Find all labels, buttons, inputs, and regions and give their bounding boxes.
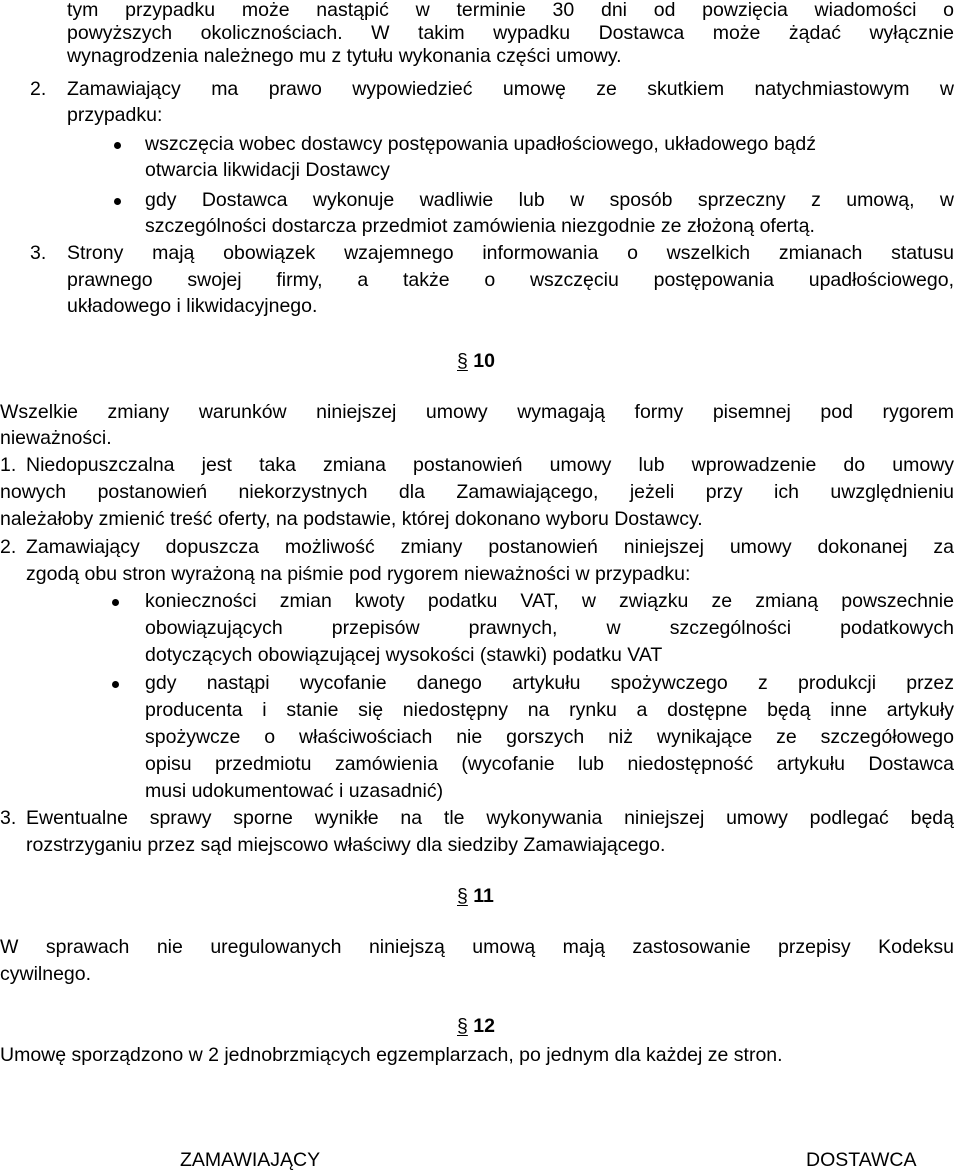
s9-p3-line-1: Strony mają obowiązek wzajemnego informowania o wszelkich zmianach statusu — [67, 242, 954, 264]
s11-line-2: cywilnego. — [0, 963, 92, 985]
s9-p2-b1-line-1: wszczęcia wobec dostawcy postępowania upadłościowego, układowego bądź — [145, 133, 816, 155]
section-10-heading — [457, 349, 495, 373]
section-number: 10 — [473, 350, 495, 372]
s10-p2-b2-line-4: opisu przedmiotu zamówienia (wycofanie lub niedostępność artykułu Dostawca — [145, 753, 954, 775]
section-number: 11 — [473, 885, 494, 907]
s10-p2-b1-line-2: obowiązujących przepisów prawnych, w szczególności podatkowych — [145, 617, 954, 639]
s9-p2-line-1: Zamawiający ma prawo wypowiedzieć umowę ze skutkiem natychmiastowym w — [67, 78, 954, 100]
s9-line-2: powyższych okolicznościach. W takim wypadku Dostawca może żądać wyłącznie — [67, 22, 954, 44]
s9-line-3: wynagrodzenia należnego mu z tytułu wykonania części umowy. — [67, 45, 622, 67]
s10-intro-line-2: nieważności. — [0, 427, 112, 449]
bullet-icon — [112, 681, 119, 688]
bullet-icon — [114, 198, 121, 205]
s10-p2-b1-line-3: dotyczących obowiązującej wysokości (stawki) podatku VAT — [145, 644, 663, 666]
s10-p1-number: 1. — [0, 454, 17, 476]
s11-line-1: W sprawach nie uregulowanych niniejszą umową mają zastosowanie przepisy Kodeksu — [0, 936, 954, 958]
s10-p3-number: 3. — [0, 807, 17, 829]
s10-p1-line-1: Niedopuszczalna jest taka zmiana postanowień umowy lub wprowadzenie do umowy — [26, 454, 954, 476]
section-12-heading — [457, 1014, 495, 1038]
s9-p3-line-3: układowego i likwidacyjnego. — [67, 295, 318, 317]
s10-p2-line-2: zgodą obu stron wyrażoną na piśmie pod rygorem nieważności w przypadku: — [26, 563, 691, 585]
s9-p3-number: 3. — [30, 242, 47, 264]
section-symbol: § — [457, 350, 468, 372]
s9-p2-b2-line-2: szczególności dostarcza przedmiot zamówienia niezgodnie ze złożoną ofertą. — [145, 215, 815, 237]
s10-p1-line-2: nowych postanowień niekorzystnych dla Zamawiającego, jeżeli przy ich uwzględnieniu — [0, 481, 954, 503]
s10-p2-b2-line-1: gdy nastąpi wycofanie danego artykułu spożywczego z produkcji przez — [145, 672, 954, 694]
s10-p3-line-1: Ewentualne sprawy sporne wynikłe na tle wykonywania niniejszej umowy podlegać będą — [26, 807, 954, 829]
s12-line-1: Umowę sporządzono w 2 jednobrzmiących egzemplarzach, po jednym dla każdej ze stron. — [0, 1044, 783, 1066]
s9-p2-b2-line-1: gdy Dostawca wykonuje wadliwie lub w sposób sprzeczny z umową, w — [145, 189, 954, 211]
s9-p3-line-2: prawnego swojej firmy, a także o wszczęciu postępowania upadłościowego, — [67, 269, 954, 291]
bullet-icon — [114, 142, 121, 149]
s10-p2-b2-line-5: musi udokumentować i uzasadnić) — [145, 780, 444, 802]
signature-right: DOSTAWCA — [806, 1149, 917, 1171]
s10-p1-line-3: należałoby zmienić treść oferty, na podstawie, której dokonano wyboru Dostawcy. — [0, 508, 703, 530]
section-number: 12 — [473, 1015, 495, 1037]
s10-p2-b2-line-3: spożywcze o właściwościach nie gorszych niż wynikające ze szczegółowego — [145, 726, 954, 748]
s10-p2-b2-line-2: producenta i stanie się niedostępny na rynku a dostępne będą inne artykuły — [145, 699, 954, 721]
s10-p3-line-2: rozstrzyganiu przez sąd miejscowo właściwy dla siedziby Zamawiającego. — [26, 834, 666, 856]
s9-p2-number: 2. — [30, 78, 47, 100]
signature-left: ZAMAWIAJĄCY — [180, 1149, 321, 1171]
s9-p2-line-2: przypadku: — [67, 104, 163, 126]
section-symbol: § — [457, 1015, 468, 1037]
section-11-heading — [457, 884, 494, 908]
s10-intro-line-1: Wszelkie zmiany warunków niniejszej umowy wymagają formy pisemnej pod rygorem — [0, 401, 954, 423]
s10-p2-line-1: Zamawiający dopuszcza możliwość zmiany postanowień niniejszej umowy dokonanej za — [26, 536, 954, 558]
s10-p2-number: 2. — [0, 536, 17, 558]
bullet-icon — [112, 599, 119, 606]
s9-p2-b1-line-2: otwarcia likwidacji Dostawcy — [145, 159, 390, 181]
s9-line-1: tym przypadku może nastąpić w terminie 30 dni od powzięcia wiadomości o — [67, 0, 954, 21]
s10-p2-b1-line-1: konieczności zmian kwoty podatku VAT, w związku ze zmianą powszechnie — [145, 590, 954, 612]
section-symbol: § — [457, 885, 468, 907]
